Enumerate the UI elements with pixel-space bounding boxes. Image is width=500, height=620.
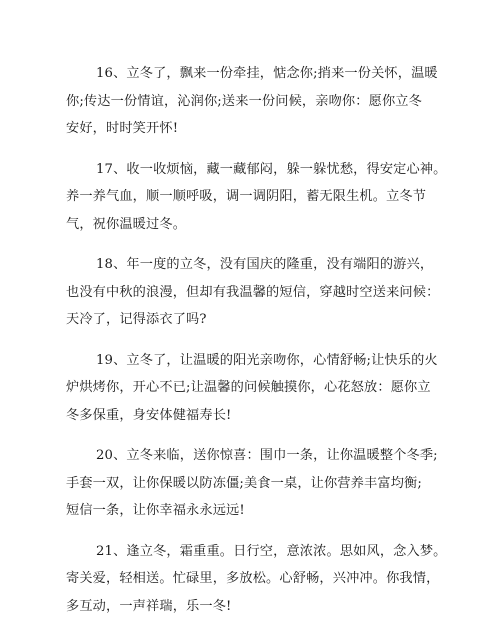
text-line: 多互动，一声祥瑞，乐一冬! [66, 593, 448, 620]
text-line: 17、收一收烦恼，藏一藏郁闷，躲一躲忧愁，得安定心神。 [66, 156, 448, 184]
text-line: 寄关爱，轻相送。忙碌里，多放松。心舒畅，兴冲冲。你我情， [66, 565, 448, 593]
text-line: 天冷了，记得添衣了吗? [66, 306, 448, 334]
text-line: 养一养气血，顺一顺呼吸，调一调阴阳，蓄无限生机。立冬节 [66, 183, 448, 211]
text-line: 安好，时时笑开怀! [66, 115, 448, 143]
paragraph-21 [66, 538, 448, 620]
paragraph-17 [66, 156, 448, 239]
text-line: 手套一双，让你保暖以防冻僵;美食一桌，让你营养丰富均衡; [66, 470, 448, 498]
paragraph-16 [66, 60, 448, 143]
text-line: 短信一条，让你幸福永永远远! [66, 497, 448, 525]
paragraph-18 [66, 251, 448, 334]
text-line: 19、立冬了，让温暖的阳光亲吻你，心情舒畅;让快乐的火 [66, 347, 448, 375]
paragraph-20 [66, 442, 448, 525]
paragraph-19 [66, 347, 448, 430]
text-line: 炉烘烤你，开心不已;让温馨的问候触摸你，心花怒放：愿你立 [66, 374, 448, 402]
text-line: 20、立冬来临，送你惊喜：围巾一条，让你温暖整个冬季; [66, 442, 448, 470]
text-line: 冬多保重，身安体健福寿长! [66, 402, 448, 430]
text-line: 气，祝你温暖过冬。 [66, 211, 448, 239]
text-line: 21、逢立冬，霜重重。日行空，意浓浓。思如风，念入梦。 [66, 538, 448, 566]
text-line: 也没有中秋的浪漫，但却有我温馨的短信，穿越时空送来问候： [66, 279, 448, 307]
text-line: 16、立冬了，飘来一份牵挂，惦念你;捎来一份关怀，温暖 [66, 60, 448, 88]
text-line: 你;传达一份情谊，沁润你;送来一份问候，亲吻你：愿你立冬 [66, 88, 448, 116]
text-line: 18、年一度的立冬，没有国庆的隆重，没有端阳的游兴， [66, 251, 448, 279]
